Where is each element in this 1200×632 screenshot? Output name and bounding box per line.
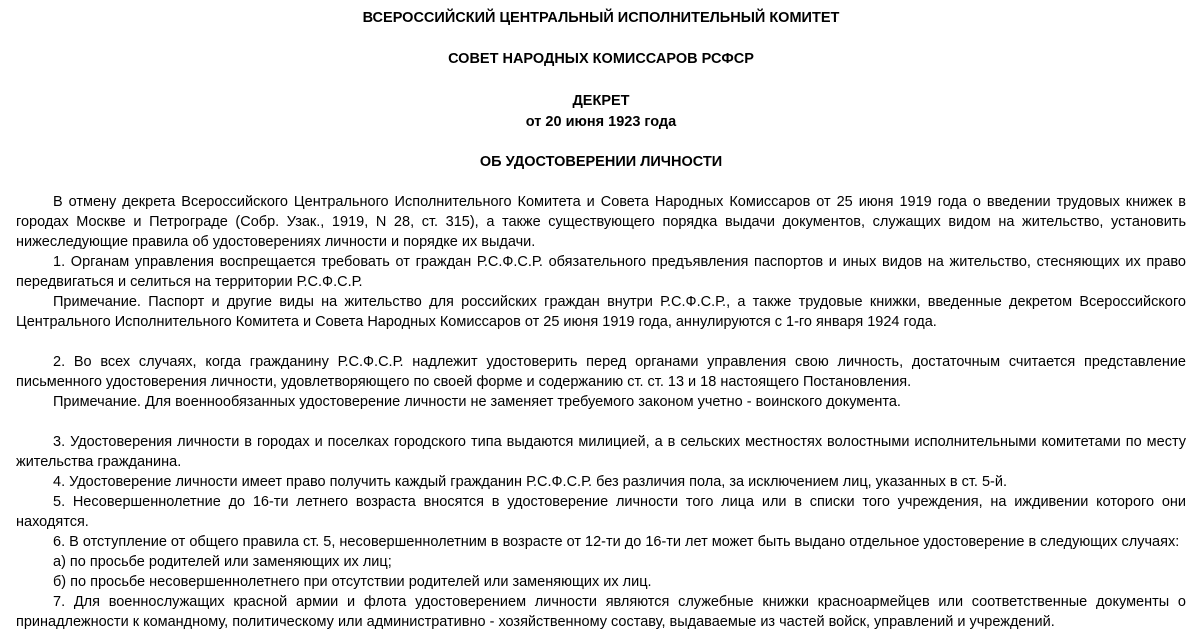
article-1-paragraph: 1. Органам управления воспрещается требовать от граждан Р.С.Ф.С.Р. обязательного предъявления паспортов и иных видов на жительство, стесняющих их право передвигаться и селиться на территории Р.С.Ф.С.Р. [16, 254, 1186, 290]
article-6-item-a: а) по просьбе родителей или заменяющих их лиц; [53, 554, 392, 570]
document-type-heading: ДЕКРЕТ [572, 93, 630, 109]
article-4-paragraph: 4. Удостоверение личности имеет право получить каждый гражданин Р.С.Ф.С.Р. без различия пола, за исключением лиц, указанных в ст. 5-й. [53, 474, 1008, 490]
document-date: от 20 июня 1923 года [525, 114, 677, 130]
issuer-vtsik-heading: ВСЕРОССИЙСКИЙ ЦЕНТРАЛЬНЫЙ ИСПОЛНИТЕЛЬНЫЙ КОМИТЕТ [362, 10, 840, 26]
article-6-paragraph: 6. В отступление от общего правила ст. 5, несовершеннолетним в возрасте от 12-ти до 16-ти лет может быть выдано отдельное удостоверение в следующих случаях: [53, 534, 1180, 550]
article-6-item-b: б) по просьбе несовершеннолетнего при отсутствии родителей или заменяющих их лиц. [53, 574, 652, 590]
preamble-paragraph: В отмену декрета Всероссийского Центрального Исполнительного Комитета и Совета Народных Комиссаров от 25 июня 1919 года о введении трудовых книжек в городах Москве и Петрограде (Собр. Узак., 1919, N 28, ст. 315), а также существующего порядка выдачи документов, служащих видом на жительство, установить нижеследующие правила об удостоверениях личности и порядке их выдачи. [16, 194, 1186, 250]
document-title: ОБ УДОСТОВЕРЕНИИ ЛИЧНОСТИ [479, 154, 723, 170]
article-1-note: Примечание. Паспорт и другие виды на жительство для российских граждан внутри Р.С.Ф.С.Р., а также трудовые книжки, введенные декретом Всероссийского Центрального Исполнительного Комитета и Совета Народных Комиссаров от 25 июня 1919 года, аннулируются с 1-го января 1924 года. [16, 294, 1186, 330]
document-body [16, 192, 1186, 632]
article-2-note: Примечание. Для военнообязанных удостоверение личности не заменяет требуемого законом учетно - воинского документа. [53, 394, 901, 410]
article-5-paragraph: 5. Несовершеннолетние до 16-ти летнего возраста вносятся в удостоверение личности того лица или в списки того учреждения, на иждивении которого они находятся. [16, 494, 1186, 530]
article-3-paragraph: 3. Удостоверения личности в городах и поселках городского типа выдаются милицией, а в сельских местностях волостными исполнительными комитетами по месту жительства гражданина. [16, 434, 1186, 470]
article-2-paragraph: 2. Во всех случаях, когда гражданину Р.С.Ф.С.Р. надлежит удостоверить перед органами управления свою личность, достаточным считается представление письменного удостоверения личности, удовлетворяющего по своей форме и содержанию ст. ст. 13 и 18 настоящего Постановления. [16, 354, 1186, 390]
issuer-sovnarkom-heading: СОВЕТ НАРОДНЫХ КОМИССАРОВ РСФСР [448, 51, 754, 67]
article-7-paragraph: 7. Для военнослужащих красной армии и флота удостоверением личности являются служебные книжки красноармейцев или соответственные документы о принадлежности к командному, политическому или административно - хозяйственному составу, выдаваемые из частей войск, управлений и учреждений. [16, 594, 1186, 630]
